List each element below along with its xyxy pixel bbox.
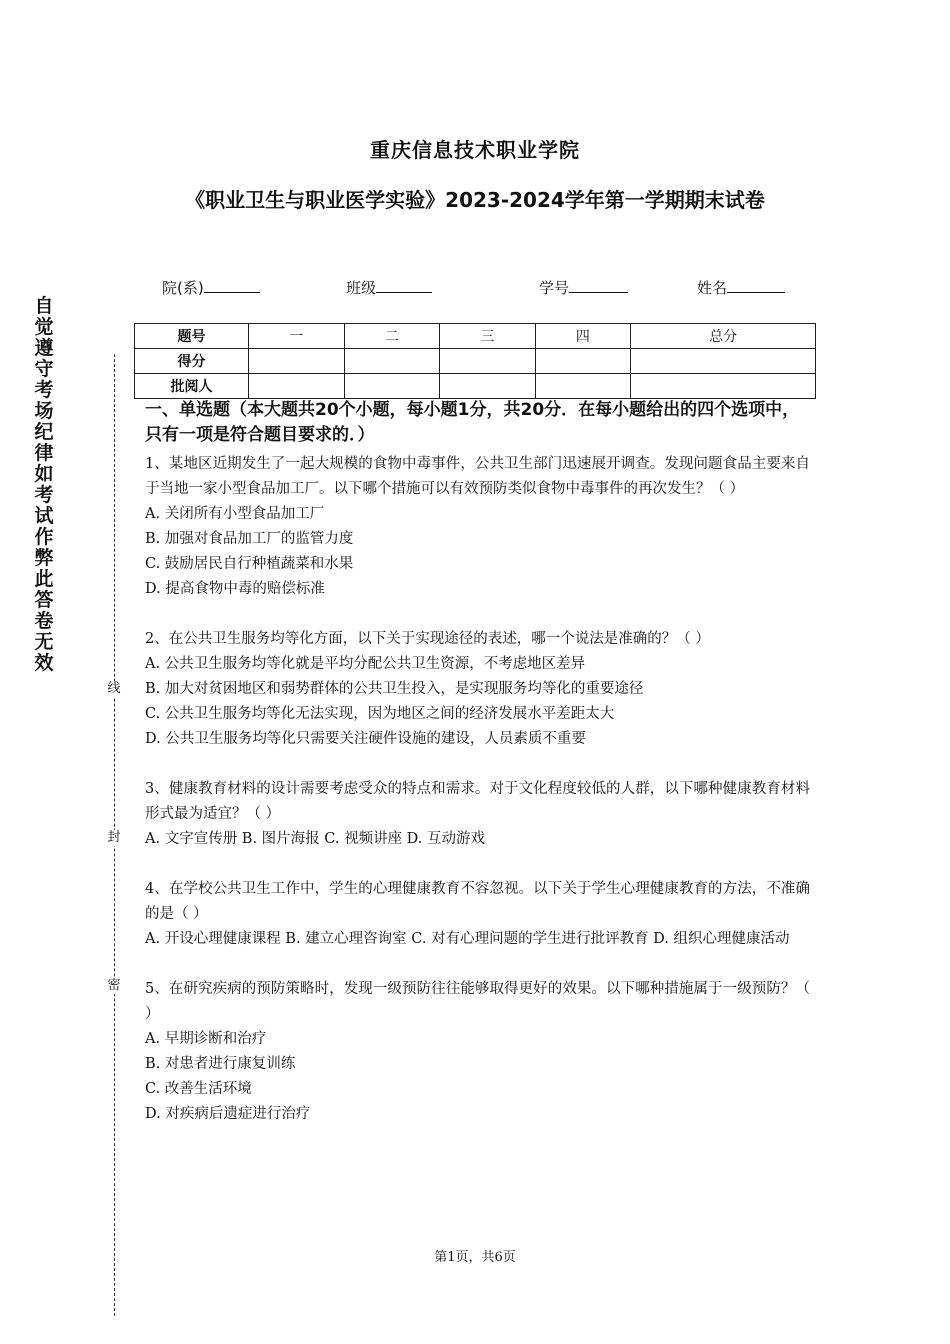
question-stem: 3、健康教育材料的设计需要考虑受众的特点和需求。对于文化程度较低的人群，以下哪种健康教育材料形式最为适宜？（ ） <box>145 781 810 822</box>
score-col-3: 三 <box>440 324 536 349</box>
grader-cell[interactable] <box>440 374 536 399</box>
question-stem: 1、某地区近期发生了一起大规模的食物中毒事件，公共卫生部门迅速展开调查。发现问题食品主要来自于当地一家小型食品加工厂。以下哪个措施可以有效预防类似食物中毒事件的再次发生？（ ） <box>145 456 810 497</box>
options-inline[interactable]: A. 文字宣传册 B. 图片海报 C. 视频讲座 D. 互动游戏 <box>145 831 486 847</box>
info-student-id <box>539 276 628 298</box>
binding-label-secret: 密 <box>107 978 121 993</box>
option-b[interactable]: B. 加大对贫困地区和弱势群体的公共卫生投入，是实现服务均等化的重要途径 <box>145 681 644 697</box>
score-cell[interactable] <box>440 349 536 374</box>
question-2 <box>145 627 810 752</box>
option-a[interactable]: A. 公共卫生服务均等化就是平均分配公共卫生资源，不考虑地区差异 <box>145 656 586 672</box>
option-d[interactable]: D. 提高食物中毒的赔偿标准 <box>145 581 325 597</box>
option-c[interactable]: C. 改善生活环境 <box>145 1081 252 1097</box>
question-5 <box>145 977 810 1127</box>
class-blank[interactable] <box>376 276 432 293</box>
info-department <box>162 276 260 298</box>
binding-label-line: 线 <box>107 681 121 696</box>
score-col-1: 一 <box>249 324 345 349</box>
options-inline[interactable]: A. 开设心理健康课程 B. 建立心理咨询室 C. 对有心理问题的学生进行批评教育 D. 组织心理健康活动 <box>145 931 790 947</box>
info-student-id-label: 学号 <box>539 279 570 297</box>
grader-row-label: 批阅人 <box>135 374 249 399</box>
name-blank[interactable] <box>727 276 785 293</box>
question-1 <box>145 452 810 602</box>
option-c[interactable]: C. 鼓励居民自行种植蔬菜和水果 <box>145 556 354 572</box>
option-d[interactable]: D. 对疾病后遗症进行治疗 <box>145 1106 311 1122</box>
info-name-label: 姓名 <box>697 279 728 297</box>
score-col-label: 题号 <box>135 324 249 349</box>
score-table <box>134 323 816 399</box>
score-cell[interactable] <box>535 349 631 374</box>
question-stem: 2、在公共卫生服务均等化方面，以下关于实现途径的表述，哪一个说法是准确的？（ ） <box>145 631 710 647</box>
grader-cell[interactable] <box>631 374 816 399</box>
option-c[interactable]: C. 公共卫生服务均等化无法实现，因为地区之间的经济发展水平差距太大 <box>145 706 615 722</box>
grader-row <box>135 374 816 399</box>
info-name <box>697 276 785 298</box>
department-blank[interactable] <box>204 276 260 293</box>
score-table-header-row <box>135 324 816 349</box>
question-3 <box>145 777 810 852</box>
score-col-2: 二 <box>344 324 440 349</box>
option-a[interactable]: A. 早期诊断和治疗 <box>145 1031 267 1047</box>
exam-discipline-warning: 自觉遵守考场纪律如考试作弊此答卷无效 <box>34 295 54 674</box>
question-stem: 5、在研究疾病的预防策略时，发现一级预防往往能够取得更好的效果。以下哪种措施属于一级预防？（ ） <box>145 981 810 1022</box>
option-b[interactable]: B. 对患者进行康复训练 <box>145 1056 296 1072</box>
exam-title: 《职业卫生与职业医学实验》2023-2024学年第一学期期末试卷 <box>185 188 765 212</box>
score-cell[interactable] <box>249 349 345 374</box>
grader-cell[interactable] <box>344 374 440 399</box>
question-4 <box>145 877 810 952</box>
info-class <box>346 276 432 298</box>
option-d[interactable]: D. 公共卫生服务均等化只需要关注硬件设施的建设，人员素质不重要 <box>145 731 586 747</box>
option-a[interactable]: A. 关闭所有小型食品加工厂 <box>145 506 325 522</box>
school-name: 重庆信息技术职业学院 <box>370 138 580 162</box>
grader-cell[interactable] <box>249 374 345 399</box>
score-row <box>135 349 816 374</box>
score-col-total: 总分 <box>631 324 816 349</box>
student-info-row <box>0 276 950 300</box>
question-stem: 4、在学校公共卫生工作中，学生的心理健康教育不容忽视。以下关于学生心理健康教育的方法，不准确的是（ ） <box>145 881 810 922</box>
score-col-4: 四 <box>535 324 631 349</box>
exam-content <box>145 398 810 1152</box>
grader-cell[interactable] <box>535 374 631 399</box>
info-class-label: 班级 <box>346 279 377 297</box>
student-id-blank[interactable] <box>569 276 628 293</box>
page-number: 第1页，共6页 <box>434 1250 516 1265</box>
option-b[interactable]: B. 加强对食品加工厂的监管力度 <box>145 531 354 547</box>
info-department-label: 院(系) <box>162 279 204 297</box>
score-row-label: 得分 <box>135 349 249 374</box>
binding-label-seal: 封 <box>107 830 121 845</box>
score-cell[interactable] <box>631 349 816 374</box>
section-heading: 一、单选题（本大题共20个小题，每小题1分，共20分．在每小题给出的四个选项中，只有一项是符合题目要求的．） <box>145 400 800 445</box>
score-cell[interactable] <box>344 349 440 374</box>
